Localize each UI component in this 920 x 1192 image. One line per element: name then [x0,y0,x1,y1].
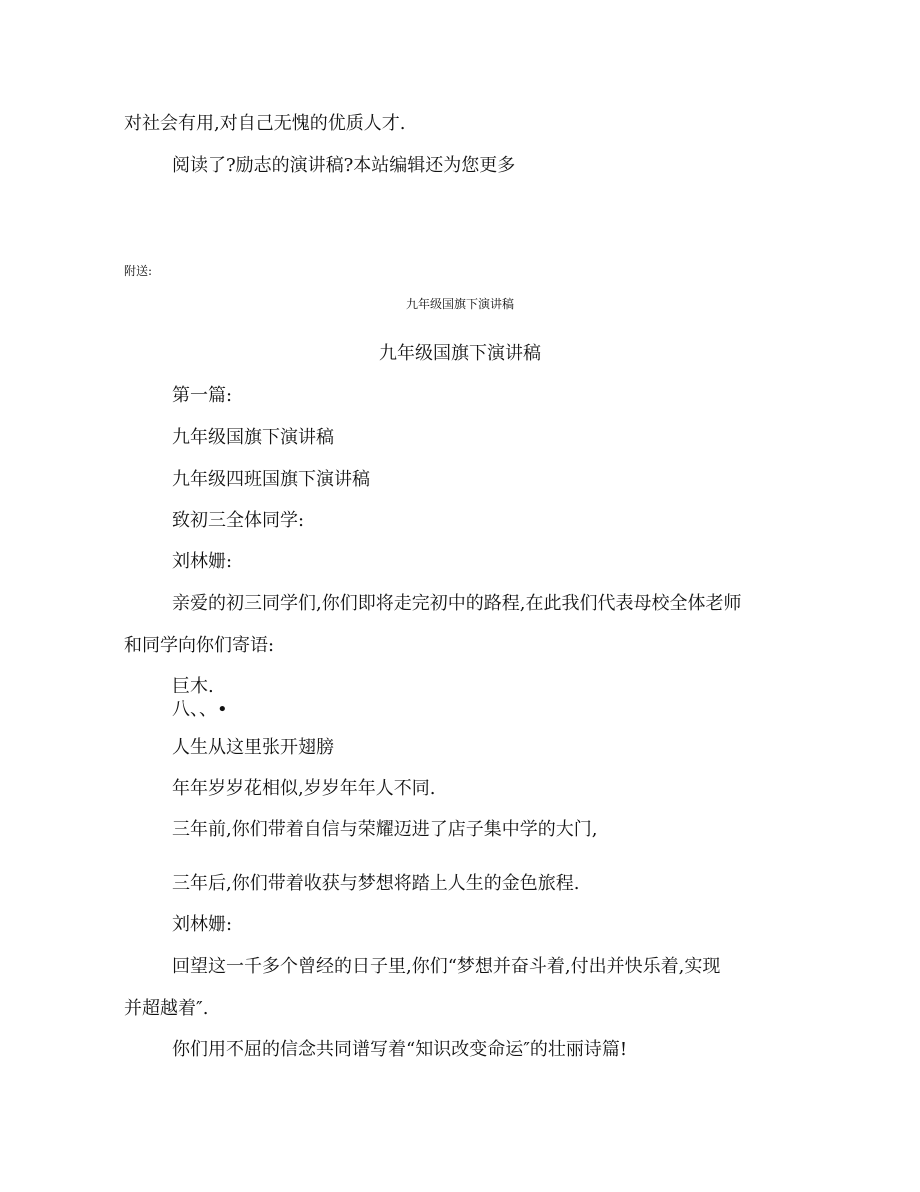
line-1: 人生从这里张开翅膀 [172,737,334,758]
subtitle-1: 九年级国旗下演讲稿 [172,427,334,448]
attachment-label: 附送: [124,264,153,278]
small-heading: 九年级国旗下演讲稿 [405,297,514,311]
speaker-2: 刘林姗: [172,914,233,935]
paragraph-2-line-2: 并超越着″. [124,998,209,1019]
addressee: 致初三全体同学: [172,510,305,531]
paragraph-3: 你们用不屈的信念共同谱写着“知识改变命运″的壮丽诗篇! [172,1039,628,1060]
line-3: 三年前,你们带着自信与荣耀迈进了店子集中学的大门, [172,819,598,840]
intro-line-1: 对社会有用,对自己无愧的优质人才. [124,113,406,134]
subtitle-2: 九年级四班国旗下演讲稿 [172,469,370,490]
fragment-1: 巨木. [172,676,214,697]
main-heading: 九年级国旗下演讲稿 [379,343,541,364]
fragment-2: 八、、• [172,699,228,720]
paragraph-1-line-1: 亲爱的初三同学们,你们即将走完初中的路程,在此我们代表母校全体老师 [172,593,742,614]
paragraph-1-line-2: 和同学向你们寄语: [124,635,275,656]
intro-line-2: 阅读了?励志的演讲稿?本站编辑还为您更多 [172,155,516,176]
speaker-1: 刘林姗: [172,551,233,572]
paragraph-2-line-1: 回望这一千多个曾经的日子里,你们“梦想并奋斗着,付出并快乐着,实现 [172,956,721,977]
line-2: 年年岁岁花相似,岁岁年年人不同. [172,778,436,799]
part-label: 第一篇: [172,385,233,406]
line-4: 三年后,你们带着收获与梦想将踏上人生的金色旅程. [172,873,580,894]
